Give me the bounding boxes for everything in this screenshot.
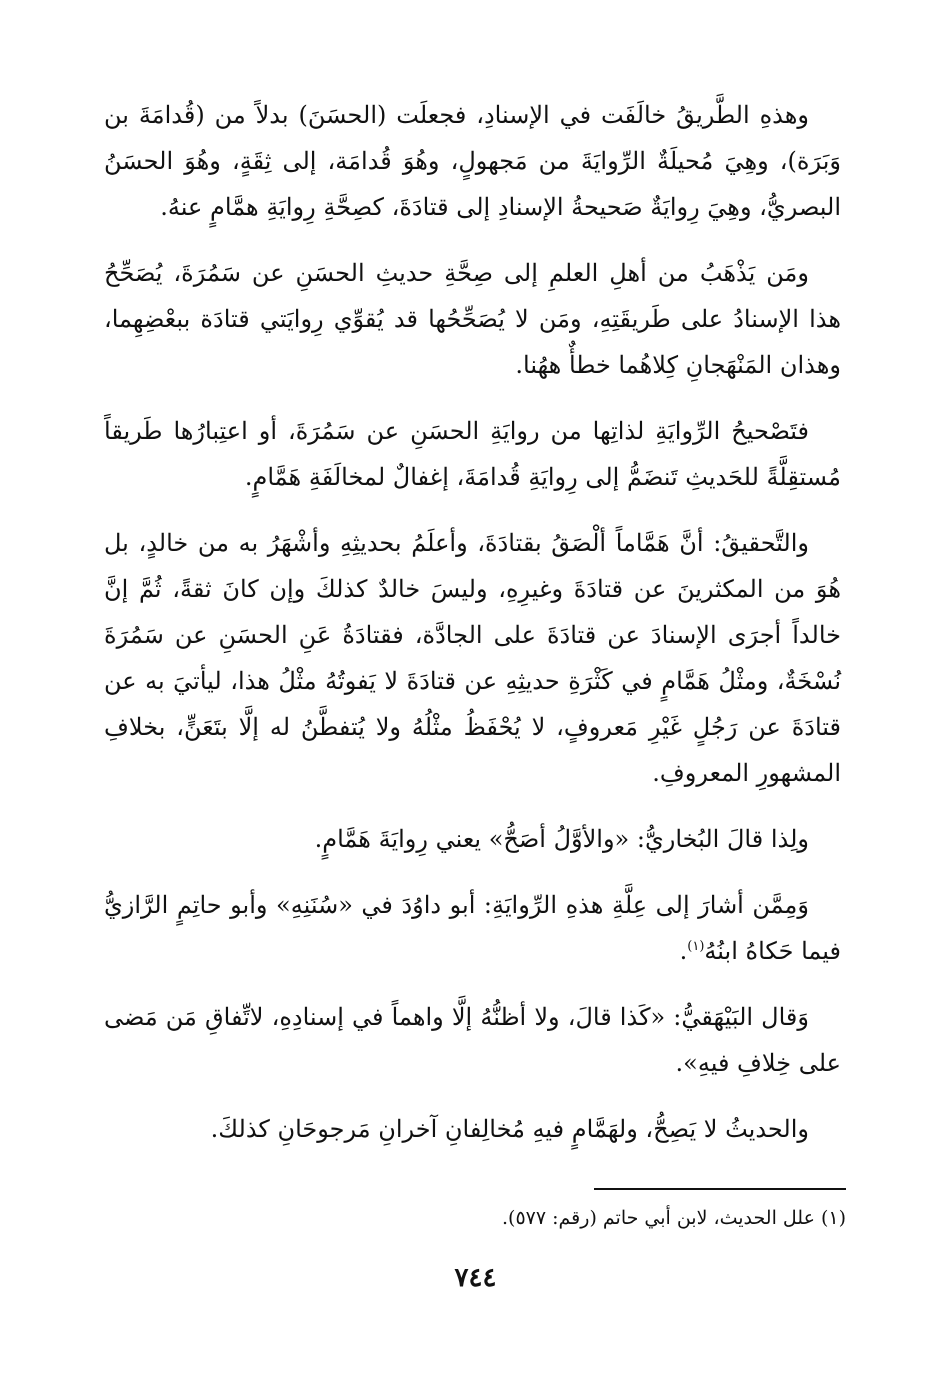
paragraph-7: وَقال البَيْهَقيُّ: «كَذا قالَ، ولا أظنُّهُ إلَّا واهماً في إسنادِهِ، لاتِّفاقِ مَن مَضى على خِلافِ فيهِ».	[104, 1003, 841, 1077]
paragraph-1: وهذهِ الطَّريقُ خالَفَت في الإسنادِ، فجعلَت (الحسَنَ) بدلاً من (قُدامَةَ بن وَبَرَة)، وهِيَ مُحيلَةٌ الرِّوايَةَ من مَجهولٍ، وهُوَ قُدامَة، إلى ثِقَةٍ، وهُوَ الحسَنُ البصريُّ، وهِيَ رِوايَةٌ صَحيحةُ الإسنادِ إلى قتادَةَ، كصِحَّةِ رِوايَةِ همَّامٍ عنهُ.	[104, 101, 841, 221]
main-text	[104, 92, 841, 1172]
paragraph-6-text: وَمِمَّن أشارَ إلى عِلَّةِ هذهِ الرِّوايَةِ: أبو داوُدَ في «سُنَنِهِ» وأبو حاتِمٍ الرَّازيُّ فيما حَكاهُ ابنُهُ	[104, 891, 841, 965]
paragraph-6	[104, 882, 841, 974]
footnote-reference[interactable]: (١)	[687, 939, 705, 954]
footnote-divider	[594, 1188, 846, 1190]
paragraph-5: ولِذا قالَ البُخاريُّ: «والأوَّلُ أصَحُّ» يعني رِوايَةَ هَمَّامٍ.	[314, 825, 809, 853]
paragraph-8: والحديثُ لا يَصِحُّ، ولهَمَّامٍ فيهِ مُخالِفانِ آخرانِ مَرجوحَانِ كذلكَ.	[210, 1115, 809, 1143]
page-number: ٧٤٤	[454, 1263, 497, 1293]
paragraph-3: فتَصْحيحُ الرِّوايَةِ لذاتِها من روايَةِ الحسَنِ عن سَمُرَةَ، أو اعتِبارُها طَريقاً مُستقِلَّةً للحَديثِ تَنضَمُّ إلى رِوايَةِ قُدامَةَ، إغفالٌ لمخالَفَةِ هَمَّامٍ.	[104, 417, 841, 491]
paragraph-4: والتَّحقيقُ: أنَّ هَمَّاماً ألْصَقُ بقتادَةَ، وأعلَمُ بحديثِهِ وأشْهَرُ به من خالدٍ، بل هُوَ من المكثرينَ عن قتادَةَ وغيرِهِ، وليسَ خالدٌ كذلكَ وإن كانَ ثقةً، ثُمَّ إنَّ خالداً أجرَى الإسنادَ عن قتادَةَ على الجادَّة، فقتادَةُ عَنِ الحسَنِ عن سَمُرَةَ نُسْخَةٌ، ومثْلُ هَمَّامٍ في كَثْرَةِ حديثِهِ عن قتادَةَ لا يَفوتُهُ مثْلُ هذا، ليأتيَ به عن قتادَةَ عن رَجُلٍ غَيْرِ مَعروفٍ، لا يُحْفَظُ مثْلُهُ ولا يُتفطَّنُ له إلَّا بتَعَنٍّ، بخلافِ المشهورِ المعروفِ.	[104, 529, 841, 787]
footnote: (١) علل الحديث، لابن أبي حاتم (رقم: ٥٧٧).	[502, 1207, 846, 1229]
paragraph-6-end: .	[679, 937, 688, 965]
paragraph-2: ومَن يَذْهَبُ من أهلِ العلمِ إلى صِحَّةِ حديثِ الحسَنِ عن سَمُرَةَ، يُصَحِّحُ هذا الإسنادُ على طَريقَتِهِ، ومَن لا يُصَحِّحُها قد يُقوِّي رِوايَتي قتادَة ببعْضِهِما، وهذان المَنْهَجانِ كِلاهُما خطأٌ ههُنا.	[104, 259, 841, 379]
